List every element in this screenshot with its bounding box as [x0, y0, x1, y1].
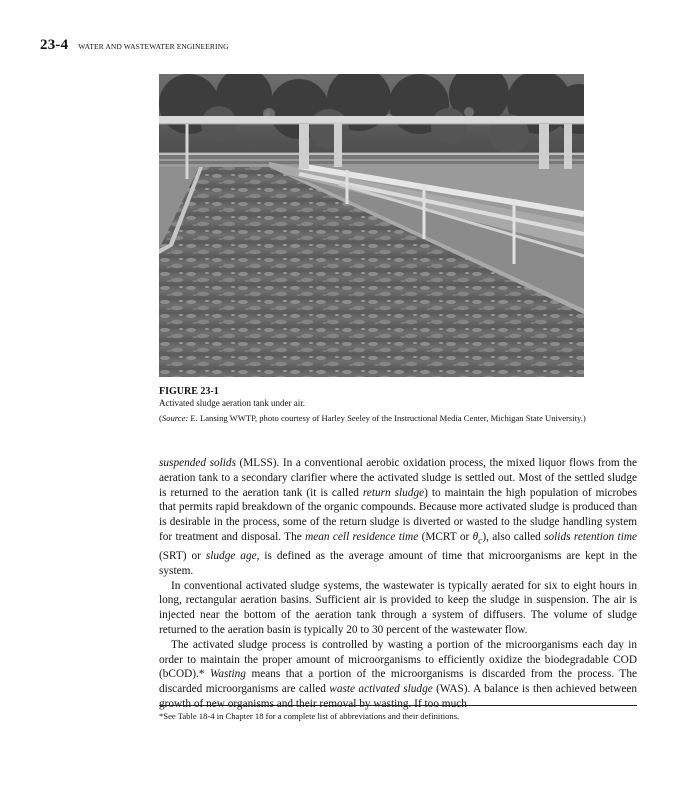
term-waste-activated-sludge: waste activated sludge [329, 683, 433, 696]
text-span: ) to maintain the high population of microbes that permits rapid breakdown of the organic compounds. Because more activated sludge is produced than is desirable in the process, some of the return sludge is diverted or wasted to the sludge handling system for treatment and disposal. The [159, 486, 637, 543]
term-wasting: Wasting [209, 668, 246, 681]
text-span: ), also called [482, 530, 545, 543]
figure-caption: Activated sludge aeration tank under air. [159, 398, 305, 408]
symbol-theta: θ [472, 530, 479, 543]
text-span: (MCRT or [418, 530, 473, 543]
figure-label: FIGURE 23-1 [159, 386, 219, 397]
paragraph-3 [159, 638, 637, 712]
footnote: *See Table 18-4 in Chapter 18 for a complete list of abbreviations and their definitions. [159, 711, 460, 721]
text-span: The activated sludge process is controlled by wasting a portion of the microorganisms each day in order to maintain the proper amount of microorganisms to efficiently oxidize the biodegradable COD (bCOD).* [159, 638, 637, 681]
term-sludge-age: sludge age, [205, 550, 260, 563]
text-span: is defined as the average amount of time that microorganisms are kept in the system. [159, 550, 637, 577]
figure-photo [159, 74, 584, 377]
source-text: E. Lansing WWTP, photo courtesy of Harley Seeley of the Instructional Media Center, Michigan State University.) [188, 413, 586, 423]
paragraph-1 [159, 456, 637, 579]
term-mean-cell-residence-time: mean cell residence time [305, 530, 419, 543]
aeration-tank-photo [159, 74, 584, 377]
footnote-divider [159, 705, 637, 706]
term-solids-retention-time: solids retention time [544, 530, 637, 543]
symbol-subscript-c: c [478, 536, 483, 547]
page-header [40, 36, 229, 54]
source-label: Source: [161, 413, 189, 423]
figure-source [159, 412, 599, 424]
source-open-paren: ( [159, 413, 162, 423]
paragraph-2: In conventional activated sludge systems, the wastewater is typically aerated for six to eight hours in long, rectangular aeration basins. Sufficient air is provided to keep the sludge in suspension. The air is injected near the bottom of the aeration tank through a system of diffusers. The volume of sludge returned to the aeration basin is typically 20 to 30 percent of the wastewater flow. [159, 579, 637, 637]
text-span: (MLSS). In a conventional aerobic oxidation process, the mixed liquor flows from the aeration tank to a secondary clarifier where the activated sludge is settled out. Most of the settled sludge is returned to the aeration tank (it is called [159, 457, 637, 499]
text-span: means that a portion of the microorganisms is discarded from the process. The discarded microorganisms are called [159, 668, 637, 696]
running-head: WATER AND WASTEWATER ENGINEERING [78, 42, 229, 51]
text-span: (WAS). A balance is then achieved between growth of new organisms and their removal by wasting. If too much [159, 683, 637, 710]
term-return-sludge: return sludge [362, 486, 425, 499]
text-span: (SRT) or [159, 550, 206, 563]
term-suspended-solids: suspended solids [159, 457, 236, 469]
body-text [159, 456, 637, 712]
page-number: 23-4 [40, 37, 69, 53]
